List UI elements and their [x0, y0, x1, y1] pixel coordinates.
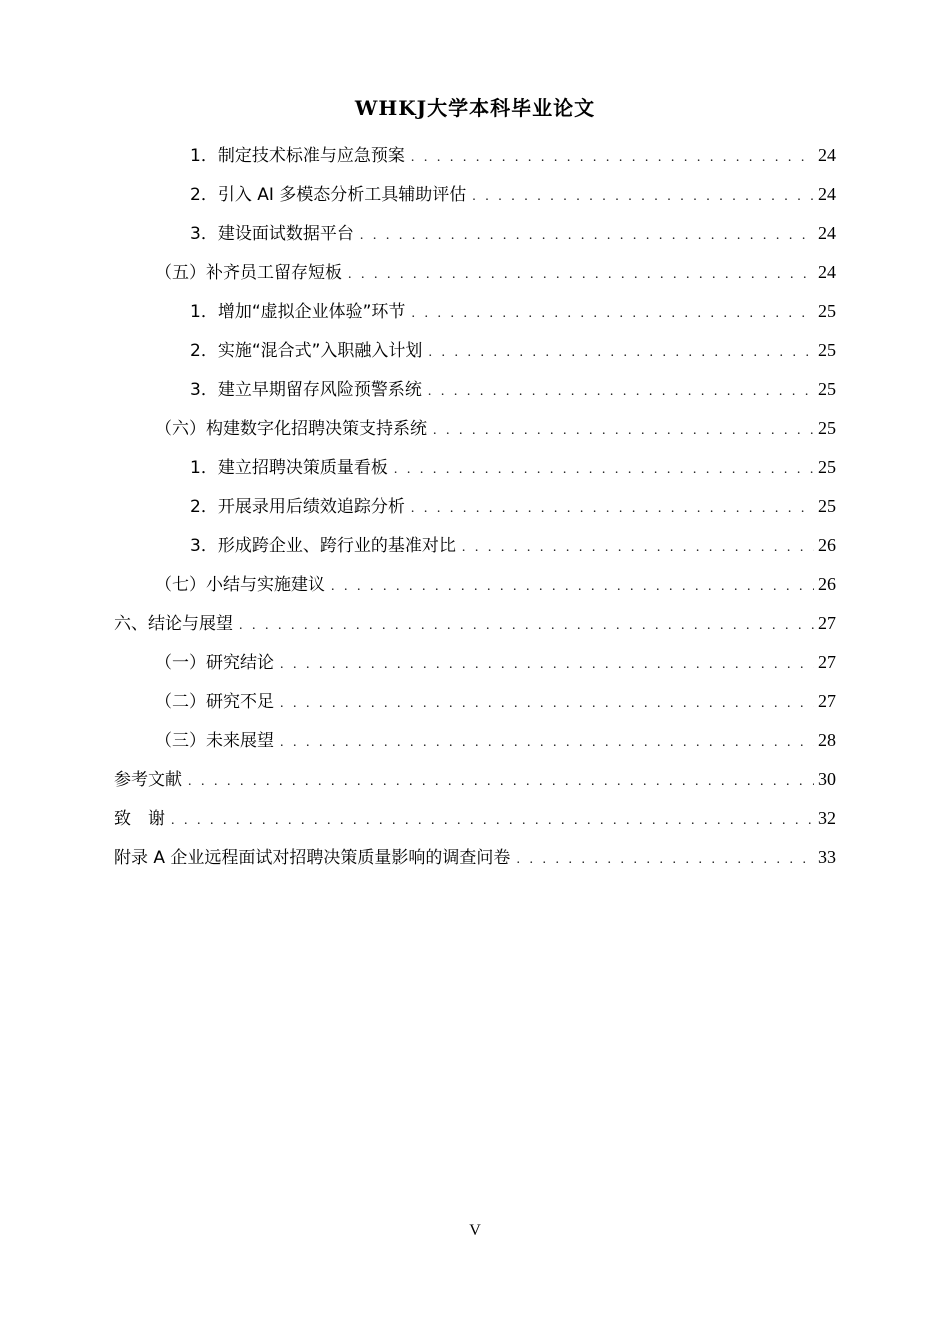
toc-entry-page: 24 — [818, 184, 836, 204]
toc-entry-title: 致 谢 — [114, 809, 165, 829]
toc-entry-title: 1．增加“虚拟企业体验”环节 — [190, 302, 406, 322]
toc-entry-page: 24 — [818, 223, 836, 243]
toc-entry-title: 2．实施“混合式”入职融入计划 — [190, 341, 423, 361]
toc-entry-title: （二）研究不足 — [155, 692, 274, 712]
toc-entry-title: 2．引入 AI 多模态分析工具辅助评估 — [190, 185, 467, 205]
toc-dot-leader — [428, 380, 814, 404]
toc-entry-title: （一）研究结论 — [155, 653, 274, 673]
toc-entry[interactable] — [114, 845, 836, 869]
toc-dot-leader — [472, 185, 814, 209]
toc-entry-title: （三）未来展望 — [155, 731, 274, 751]
toc-dot-leader — [428, 341, 814, 365]
toc-entry[interactable] — [190, 299, 836, 323]
toc-entry-page: 25 — [818, 340, 836, 360]
toc-dot-leader — [280, 692, 814, 716]
toc-entry-page: 25 — [818, 496, 836, 516]
page-number: V — [469, 1222, 481, 1239]
toc-dot-leader — [171, 809, 814, 833]
toc-dot-leader — [348, 263, 814, 287]
toc-dot-leader — [462, 536, 814, 560]
toc-entry-title: 3．形成跨企业、跨行业的基准对比 — [190, 536, 456, 556]
toc-dot-leader — [331, 575, 814, 599]
toc-dot-leader — [239, 614, 814, 638]
toc-entry-page: 24 — [818, 145, 836, 165]
toc-entry[interactable] — [155, 416, 836, 440]
toc-dot-leader — [411, 146, 814, 170]
toc-dot-leader — [411, 302, 814, 326]
toc-dot-leader — [411, 497, 814, 521]
page-header-title: WHKJ大学本科毕业论文 — [354, 96, 596, 120]
toc-entry-page: 27 — [818, 691, 836, 711]
toc-entry-title: 3．建设面试数据平台 — [190, 224, 354, 244]
toc-entry-page: 25 — [818, 457, 836, 477]
toc-entry-page: 26 — [818, 535, 836, 555]
toc-entry[interactable] — [190, 221, 836, 245]
toc-entry-page: 25 — [818, 418, 836, 438]
toc-entry-page: 27 — [818, 652, 836, 672]
toc-entry-page: 26 — [818, 574, 836, 594]
toc-entry-title: 附录 A 企业远程面试对招聘决策质量影响的调查问卷 — [114, 848, 511, 868]
toc-entry[interactable] — [190, 338, 836, 362]
toc-entry-title: 六、结论与展望 — [114, 614, 233, 634]
toc-dot-leader — [280, 653, 814, 677]
toc-entry-title: 2．开展录用后绩效追踪分析 — [190, 497, 405, 517]
toc-entry-page: 28 — [818, 730, 836, 750]
toc-entry-page: 25 — [818, 301, 836, 321]
toc-entry-title: 1．建立招聘决策质量看板 — [190, 458, 388, 478]
toc-dot-leader — [280, 731, 814, 755]
toc-entry[interactable] — [114, 806, 836, 830]
toc-entry[interactable] — [190, 494, 836, 518]
toc-entry-title: 参考文献 — [114, 770, 182, 790]
toc-entry-page: 25 — [818, 379, 836, 399]
toc-entry-title: 1．制定技术标准与应急预案 — [190, 146, 405, 166]
toc-dot-leader — [188, 770, 814, 794]
toc-entry[interactable] — [190, 533, 836, 557]
toc-entry[interactable] — [155, 650, 836, 674]
toc-entry-page: 32 — [818, 808, 836, 828]
toc-entry[interactable] — [190, 455, 836, 479]
toc-entry[interactable] — [114, 611, 836, 635]
toc-entry[interactable] — [155, 260, 836, 284]
toc-dot-leader — [516, 848, 814, 872]
toc-entry-title: （五）补齐员工留存短板 — [155, 263, 342, 283]
toc-entry[interactable] — [190, 143, 836, 167]
toc-entry-page: 33 — [818, 847, 836, 867]
toc-entry[interactable] — [155, 572, 836, 596]
toc-entry-page: 24 — [818, 262, 836, 282]
toc-dot-leader — [394, 458, 814, 482]
toc-entry[interactable] — [190, 377, 836, 401]
toc-entry-page: 30 — [818, 769, 836, 789]
toc-entry-title: （六）构建数字化招聘决策支持系统 — [155, 419, 427, 439]
toc-entry-page: 27 — [818, 613, 836, 633]
toc-dot-leader — [360, 224, 814, 248]
toc-entry[interactable] — [114, 767, 836, 791]
toc-entry-title: 3．建立早期留存风险预警系统 — [190, 380, 422, 400]
toc-entry[interactable] — [155, 689, 836, 713]
toc-entry[interactable] — [155, 728, 836, 752]
toc-entry-title: （七）小结与实施建议 — [155, 575, 325, 595]
toc-dot-leader — [433, 419, 814, 443]
toc-entry[interactable] — [190, 182, 836, 206]
